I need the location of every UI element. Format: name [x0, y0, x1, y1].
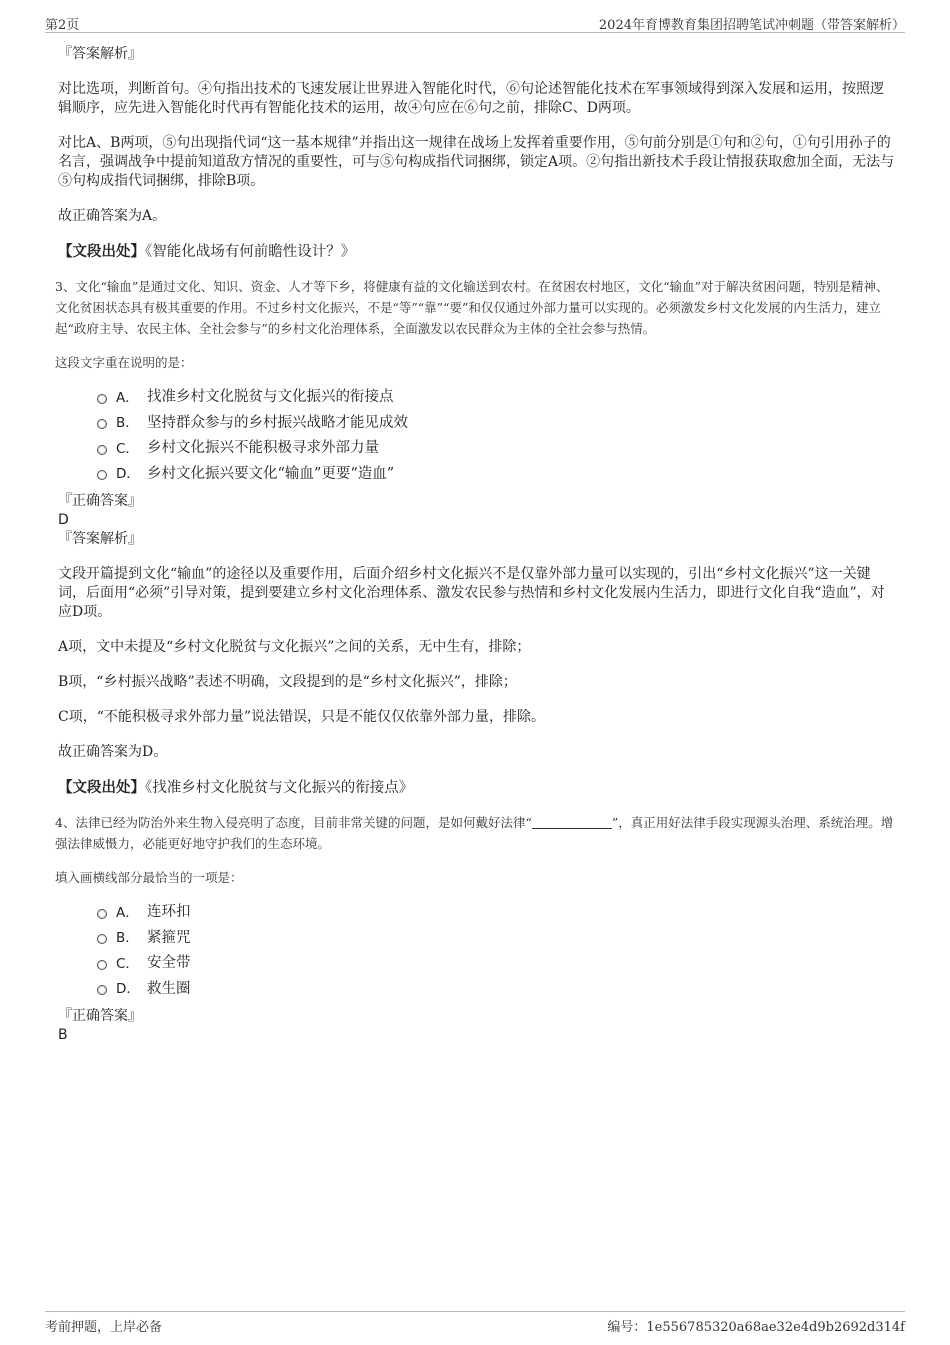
correct-answer-label: 『正确答案』	[58, 493, 142, 509]
document-title: 2024年育博教育集团招聘笔试冲刺题（带答案解析）	[598, 18, 905, 33]
radio-button[interactable]	[97, 445, 107, 455]
blank-underline	[532, 814, 612, 829]
option-letter: A．	[116, 904, 139, 921]
page-footer	[45, 1311, 905, 1336]
analysis-paragraph: A项，文中未提及“乡村文化脱贫与文化振兴”之间的关系，无中生有，排除；	[58, 639, 531, 655]
page-content	[55, 44, 895, 1044]
question-3-text: 3、文化“输血”是通过文化、知识、资金、人才等下乡，将健康有益的文化输送到农村。在贫困农村地区，文化“输血”对于解决贫困问题，特别是精神、文化贫困状态具有极其重要的作用。不过乡村文化振兴，不是“等”“靠”“要”和仅仅通过外部力量可以实现的。必须激发乡村文化发展的内生活力，建立起“政府主导、农民主体、全社会参与”的乡村文化治理体系，全面激发以农民群众为主体的全社会参与热情。	[55, 279, 889, 336]
option-text: 找准乡村文化脱贫与文化振兴的衔接点	[147, 389, 394, 406]
option-text: 乡村文化振兴要文化“输血”更要“造血”	[147, 465, 395, 482]
option-b[interactable]	[97, 924, 895, 950]
option-text: 救生圈	[147, 980, 191, 997]
correct-answer: D	[58, 512, 69, 528]
option-letter: D．	[116, 466, 140, 483]
page-header	[45, 12, 905, 33]
radio-button[interactable]	[97, 394, 107, 404]
source-line	[55, 242, 895, 262]
correct-answer-label: 『正确答案』	[58, 1008, 142, 1024]
question-4-text	[55, 812, 895, 854]
option-c[interactable]	[97, 949, 895, 975]
radio-button[interactable]	[97, 470, 107, 480]
analysis-label: 『答案解析』	[58, 46, 142, 62]
option-a[interactable]	[97, 383, 895, 409]
source-line	[55, 778, 895, 798]
source-label: 【文段出处】	[58, 243, 145, 260]
source-title: 《智能化战场有何前瞻性设计？》	[145, 244, 356, 260]
option-text: 安全带	[147, 955, 191, 972]
question-4-prompt: 填入画横线部分最恰当的一项是：	[55, 870, 243, 885]
analysis-paragraph: B项，“乡村振兴战略”表述不明确，文段提到的是“乡村文化振兴”，排除；	[58, 674, 517, 690]
question-4-options	[97, 898, 895, 1000]
option-b[interactable]	[97, 409, 895, 435]
question-3-options	[97, 383, 895, 485]
option-letter: B．	[116, 930, 139, 947]
option-a[interactable]	[97, 898, 895, 924]
option-c[interactable]	[97, 434, 895, 460]
analysis-paragraph: 对比A、B两项，⑤句出现指代词“这一基本规律”并指出这一规律在战场上发挥着重要作用，⑤句前分别是①句和②句，①句引用孙子的名言，强调战争中提前知道敌方情况的重要性，可与⑤句构成指代词捆绑，锁定A项。②句指出新技术手段让情报获取愈加全面，无法与⑤句构成指代词捆绑，排除B项。	[58, 135, 895, 189]
analysis-label: 『答案解析』	[58, 531, 142, 547]
correct-answer: B	[58, 1027, 68, 1043]
analysis-conclusion: 故正确答案为D。	[58, 744, 168, 760]
question-3-prompt: 这段文字重在说明的是：	[55, 355, 193, 370]
option-d[interactable]	[97, 460, 895, 486]
option-text: 连环扣	[147, 904, 191, 921]
option-letter: C．	[116, 440, 139, 457]
source-label: 【文段出处】	[58, 779, 145, 796]
option-d[interactable]	[97, 975, 895, 1001]
page-number: 第2页	[45, 18, 80, 33]
option-letter: D．	[116, 981, 140, 998]
option-text: 乡村文化振兴不能积极寻求外部力量	[147, 440, 379, 457]
option-letter: B．	[116, 415, 139, 432]
radio-button[interactable]	[97, 419, 107, 429]
option-text: 紧箍咒	[147, 929, 191, 946]
question-4-text-after: ”，真正用好法律手段实现源头治理、系统治理。增强法律威慑力，必能更好地守护我们的生态环境。	[55, 815, 894, 851]
source-title: 《找准乡村文化脱贫与文化振兴的衔接点》	[145, 780, 414, 796]
option-letter: C．	[116, 955, 139, 972]
analysis-paragraph: 文段开篇提到文化“输血”的途径以及重要作用，后面介绍乡村文化振兴不是仅靠外部力量可以实现的，引出“乡村文化振兴”这一关键词，后面用“必须”引导对策，提到要建立乡村文化治理体系、激发农民参与热情和乡村文化发展内生活力，即进行文化自我“造血”，对应D项。	[58, 566, 885, 620]
radio-button[interactable]	[97, 909, 107, 919]
radio-button[interactable]	[97, 960, 107, 970]
analysis-paragraph: C项，“不能积极寻求外部力量”说法错误，只是不能仅仅依靠外部力量，排除。	[58, 709, 546, 725]
analysis-conclusion: 故正确答案为A。	[58, 208, 167, 224]
option-letter: A．	[116, 389, 139, 406]
radio-button[interactable]	[97, 934, 107, 944]
radio-button[interactable]	[97, 985, 107, 995]
footer-slogan: 考前押题，上岸必备	[45, 1320, 163, 1335]
option-text: 坚持群众参与的乡村振兴战略才能见成效	[147, 414, 408, 431]
document-id: 编号：1e556785320a68ae32e4d9b2692d314f	[607, 1320, 905, 1335]
analysis-paragraph: 对比选项，判断首句。④句指出技术的飞速发展让世界进入智能化时代，⑥句论述智能化技术在军事领域得到深入发展和运用，按照逻辑顺序，应先进入智能化时代再有智能化技术的运用，故④句应在⑥句之前，排除C、D两项。	[58, 81, 884, 116]
question-4-text-before: 4、法律已经为防治外来生物入侵亮明了态度，目前非常关键的问题，是如何戴好法律“	[55, 815, 532, 830]
